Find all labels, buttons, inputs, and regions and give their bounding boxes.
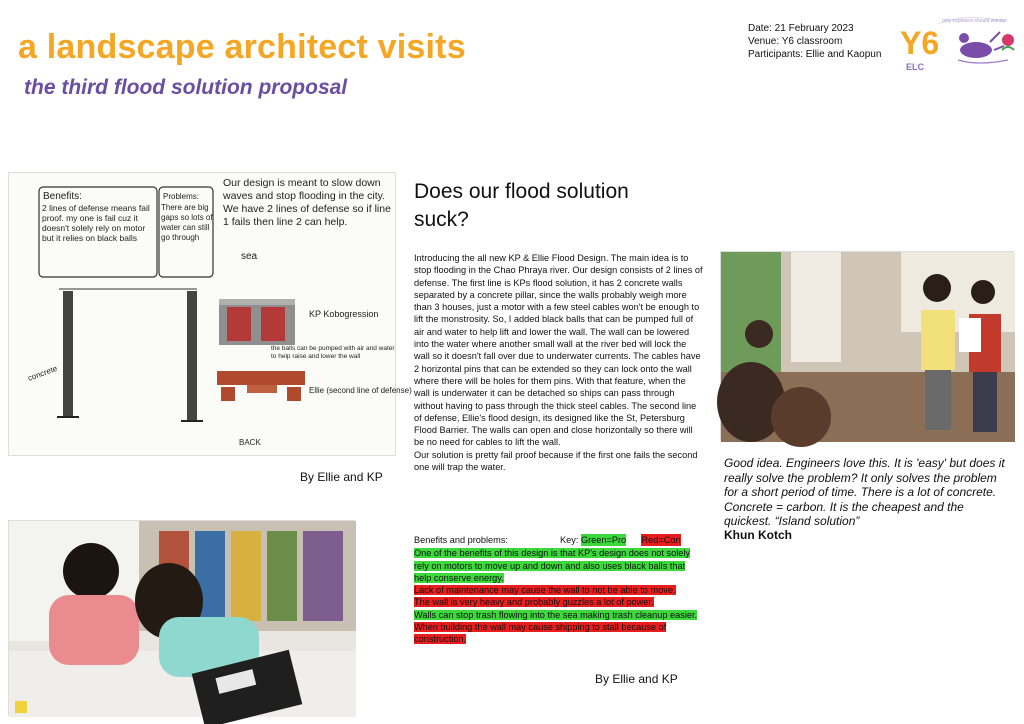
presentation-photo: [720, 251, 1014, 441]
list-item: One of the benefits of this design is that KP's design does not solely rely on motors to move up and down and also uses black balls that help conserve energy.: [414, 548, 691, 583]
y6-elc-logo: [898, 10, 1020, 74]
key-label: Key:: [560, 535, 579, 545]
list-item: When building the wall may cause shipping to stall because of construction.: [414, 622, 667, 645]
drawing-photo: [8, 520, 355, 716]
logo-tagline: only explorers should wander: [942, 18, 1008, 24]
sketch-back-label: BACK: [239, 438, 261, 447]
sketch-ellie-label: Ellie (second line of defense): [309, 386, 412, 395]
article-heading: Does our flood solution suck?: [414, 180, 629, 231]
benefits-header: [414, 534, 704, 546]
logo-sub: ELC: [906, 62, 924, 72]
sketch-sea-label: sea: [241, 251, 258, 262]
list-item: The wall is very heavy and probably guzzles a lot of power.: [414, 597, 654, 608]
list-item: Lack of maintenance may cause the wall to not be able to move.: [414, 585, 676, 596]
sketch-problems-text: There are big gaps so lots of water can still go through: [161, 203, 213, 242]
design-sketch: [8, 172, 412, 456]
article-caption: By Ellie and KP: [595, 672, 678, 686]
reviewer-quote: Good idea. Engineers love this. It is 'easy' but does it really solve the problem? It only solves the problem for a short period of time. There is a lot of concrete. Concrete = carbon. It is the cheapest and the quickest. “Island solution”: [724, 456, 1005, 528]
sketch-drawing: [9, 173, 412, 457]
meta-venue: Venue: Y6 classroom: [748, 36, 843, 47]
article-paragraph-1: Introducing the all new KP & Ellie Flood Design. The main idea is to stop flooding in the Chao Phraya river. Our design consists of 2 lines of defense. The first line is KPs flood solution, it has 2 concrete walls separated by a concrete pillar, since the walls probably weigh more than 3 houses, just a motor with a few steel cables won't be enough to lift the monstrosity. So, I added black balls that can be pumped full of air and water to help lift and lower the wall. The wall can be lowered into the water where another small wall at the river bed will lock the wall so it doesn't fall over due to underwater currents. The cables have 2 horizontal pins that can be extended so they can lock onto the wall where there will be holes for them pins. With that feature, when the wall is underwater it can be detached so ships can pass through without having to pass through the thick steel cables. The second line of defense, Ellie's flood design, its designed like the St, Petersburg Flood Barrier. The walls can open and close horizontally so there will be no need for cables to lift the wall.: [414, 253, 703, 448]
meta-date: Date: 21 February 2023: [748, 23, 854, 34]
benefits-problems-list: [414, 534, 704, 646]
list-item: Walls can stop trash flowing into the sea making trash cleanup easier.: [414, 609, 698, 620]
article-paragraph-2: Our solution is pretty fail proof because if the first one fails the second one will trap the water.: [414, 449, 698, 473]
sketch-concrete-label: concrete: [26, 363, 59, 383]
page-subtitle: the third flood solution proposal: [24, 76, 348, 99]
key-con: Red=Con: [641, 535, 681, 545]
page-title: a landscape architect visits: [18, 28, 466, 66]
logo-mark: Y6: [900, 25, 940, 61]
article-body: [414, 252, 704, 473]
key-pro: Green=Pro: [580, 535, 627, 545]
meta-info: [748, 22, 881, 61]
sketch-design-text: Our design is meant to slow down waves and stop flooding in the city. We have 2 lines of defense so if line 1 fails then line 2 can help.: [223, 177, 391, 228]
sketch-kp-label: KP Kobogression: [309, 309, 379, 319]
sketch-benefits-title: Benefits:: [43, 191, 82, 202]
sketch-pump-note: the balls can be pumped with air and water to help raise and lower the wall: [271, 345, 395, 360]
logo-illustration-icon: [958, 32, 1014, 63]
benefits-label: Benefits and problems:: [414, 535, 508, 545]
sketch-caption: By Ellie and KP: [300, 470, 383, 484]
reviewer-name: Khun Kotch: [724, 528, 792, 542]
meta-participants: Participants: Ellie and Kaopun: [748, 49, 882, 60]
sketch-benefits-text: 2 lines of defense means fail proof. my one is fail cuz it doesn't solely rely on motor but it relies on black balls: [42, 203, 150, 243]
sketch-problems-title: Problems:: [163, 192, 200, 201]
